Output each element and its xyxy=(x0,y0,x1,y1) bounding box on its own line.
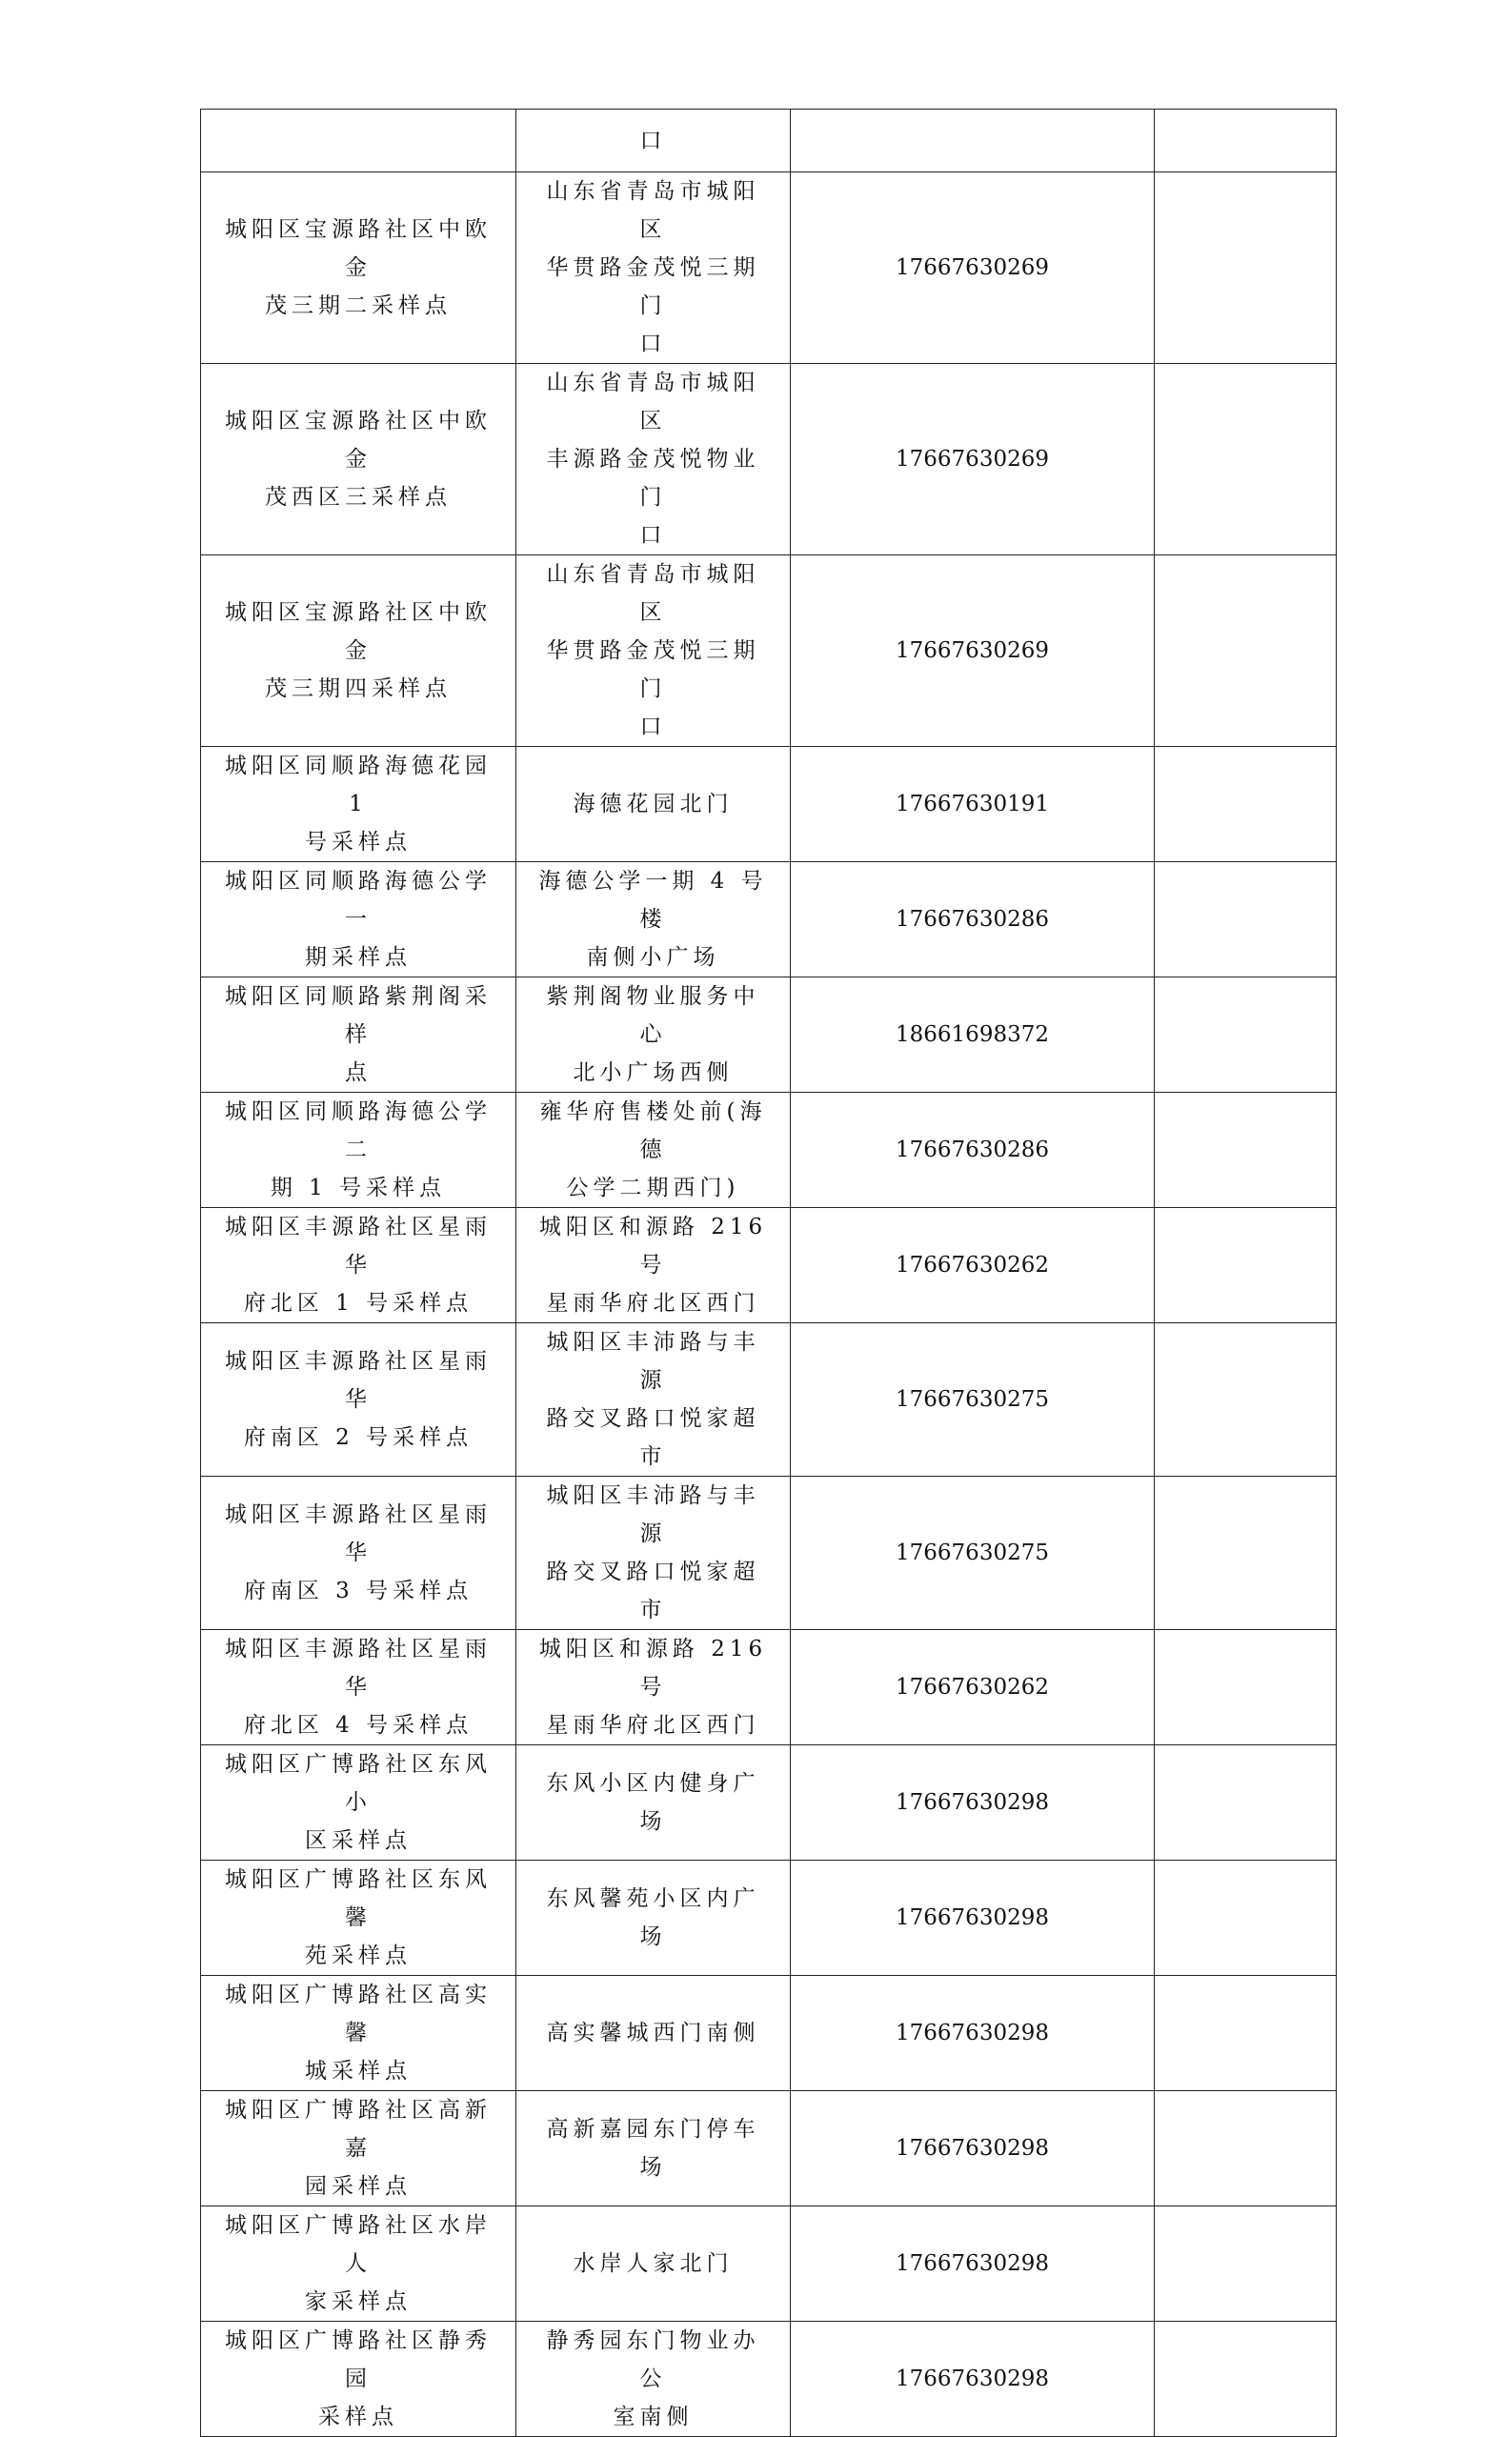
table-row xyxy=(201,2322,1337,2437)
name-cell: 城阳区同顺路海德花园 1 号采样点 xyxy=(201,747,516,862)
phone-cell: 17667630298 xyxy=(791,2091,1155,2206)
address-cell: 城阳区丰沛路与丰源 路交叉路口悦家超市 xyxy=(516,1477,791,1630)
table-row xyxy=(201,747,1337,862)
name-cell: 城阳区同顺路紫荆阁采样 点 xyxy=(201,977,516,1093)
name-cell: 城阳区宝源路社区中欧金 茂三期四采样点 xyxy=(201,555,516,747)
table-row xyxy=(201,1208,1337,1323)
table-row xyxy=(201,977,1337,1093)
note-cell xyxy=(1155,1861,1337,1976)
table-row xyxy=(201,1976,1337,2091)
address-cell: 城阳区和源路 216 号 星雨华府北区西门 xyxy=(516,1208,791,1323)
phone-cell: 17667630269 xyxy=(791,172,1155,364)
name-cell: 城阳区宝源路社区中欧金 茂西区三采样点 xyxy=(201,364,516,555)
note-cell xyxy=(1155,2091,1337,2206)
note-cell xyxy=(1155,364,1337,555)
phone-cell: 17667630275 xyxy=(791,1323,1155,1477)
name-cell: 城阳区广博路社区水岸人 家采样点 xyxy=(201,2206,516,2322)
name-cell: 城阳区广博路社区高新嘉 园采样点 xyxy=(201,2091,516,2206)
address-cell: 城阳区丰沛路与丰源 路交叉路口悦家超市 xyxy=(516,1323,791,1477)
note-cell xyxy=(1155,1630,1337,1745)
note-cell xyxy=(1155,862,1337,977)
note-cell xyxy=(1155,2322,1337,2437)
name-cell: 城阳区丰源路社区星雨华 府南区 2 号采样点 xyxy=(201,1323,516,1477)
note-cell xyxy=(1155,977,1337,1093)
address-cell: 海德花园北门 xyxy=(516,747,791,862)
table-row xyxy=(201,1745,1337,1861)
address-cell: 东风馨苑小区内广场 xyxy=(516,1861,791,1976)
phone-cell: 17667630269 xyxy=(791,364,1155,555)
name-cell: 城阳区广博路社区东风小 区采样点 xyxy=(201,1745,516,1861)
phone-cell: 17667630298 xyxy=(791,2322,1155,2437)
address-cell: 水岸人家北门 xyxy=(516,2206,791,2322)
note-cell xyxy=(1155,1745,1337,1861)
address-cell: 东风小区内健身广场 xyxy=(516,1745,791,1861)
address-cell: 城阳区和源路 216 号 星雨华府北区西门 xyxy=(516,1630,791,1745)
phone-cell: 17667630286 xyxy=(791,862,1155,977)
name-cell: 城阳区丰源路社区星雨华 府北区 1 号采样点 xyxy=(201,1208,516,1323)
address-cell: 高新嘉园东门停车场 xyxy=(516,2091,791,2206)
table-row xyxy=(201,110,1337,172)
address-cell: 静秀园东门物业办公 室南侧 xyxy=(516,2322,791,2437)
table-row xyxy=(201,1323,1337,1477)
phone-cell: 17667630298 xyxy=(791,2206,1155,2322)
address-cell: 海德公学一期 4 号楼 南侧小广场 xyxy=(516,862,791,977)
address-cell: 山东省青岛市城阳区 华贯路金茂悦三期门 口 xyxy=(516,172,791,364)
table-row xyxy=(201,1861,1337,1976)
name-cell: 城阳区广博路社区高实馨 城采样点 xyxy=(201,1976,516,2091)
name-cell: 城阳区广博路社区静秀园 采样点 xyxy=(201,2322,516,2437)
table-row xyxy=(201,862,1337,977)
address-cell: 高实馨城西门南侧 xyxy=(516,1976,791,2091)
address-cell: 紫荆阁物业服务中心 北小广场西侧 xyxy=(516,977,791,1093)
address-cell: 山东省青岛市城阳区 华贯路金茂悦三期门 口 xyxy=(516,555,791,747)
table-row xyxy=(201,1477,1337,1630)
table-row xyxy=(201,364,1337,555)
name-cell xyxy=(201,110,516,172)
address-cell: 雍华府售楼处前(海德 公学二期西门) xyxy=(516,1093,791,1208)
phone-cell xyxy=(791,110,1155,172)
note-cell xyxy=(1155,1477,1337,1630)
phone-cell: 18661698372 xyxy=(791,977,1155,1093)
note-cell xyxy=(1155,1093,1337,1208)
table-row xyxy=(201,2206,1337,2322)
phone-cell: 17667630269 xyxy=(791,555,1155,747)
phone-cell: 17667630298 xyxy=(791,1976,1155,2091)
note-cell xyxy=(1155,1323,1337,1477)
note-cell xyxy=(1155,747,1337,862)
table-row xyxy=(201,172,1337,364)
table-row xyxy=(201,1630,1337,1745)
address-cell: 口 xyxy=(516,110,791,172)
note-cell xyxy=(1155,1208,1337,1323)
note-cell xyxy=(1155,172,1337,364)
table-row xyxy=(201,555,1337,747)
phone-cell: 17667630262 xyxy=(791,1208,1155,1323)
note-cell xyxy=(1155,110,1337,172)
table-row xyxy=(201,1093,1337,1208)
name-cell: 城阳区宝源路社区中欧金 茂三期二采样点 xyxy=(201,172,516,364)
name-cell: 城阳区同顺路海德公学一 期采样点 xyxy=(201,862,516,977)
sampling-points-table xyxy=(200,109,1337,2437)
table-row xyxy=(201,2091,1337,2206)
note-cell xyxy=(1155,2206,1337,2322)
name-cell: 城阳区丰源路社区星雨华 府北区 4 号采样点 xyxy=(201,1630,516,1745)
phone-cell: 17667630275 xyxy=(791,1477,1155,1630)
phone-cell: 17667630298 xyxy=(791,1861,1155,1976)
phone-cell: 17667630286 xyxy=(791,1093,1155,1208)
name-cell: 城阳区同顺路海德公学二 期 1 号采样点 xyxy=(201,1093,516,1208)
phone-cell: 17667630191 xyxy=(791,747,1155,862)
address-cell: 山东省青岛市城阳区 丰源路金茂悦物业门 口 xyxy=(516,364,791,555)
name-cell: 城阳区丰源路社区星雨华 府南区 3 号采样点 xyxy=(201,1477,516,1630)
phone-cell: 17667630262 xyxy=(791,1630,1155,1745)
name-cell: 城阳区广博路社区东风馨 苑采样点 xyxy=(201,1861,516,1976)
note-cell xyxy=(1155,1976,1337,2091)
phone-cell: 17667630298 xyxy=(791,1745,1155,1861)
note-cell xyxy=(1155,555,1337,747)
